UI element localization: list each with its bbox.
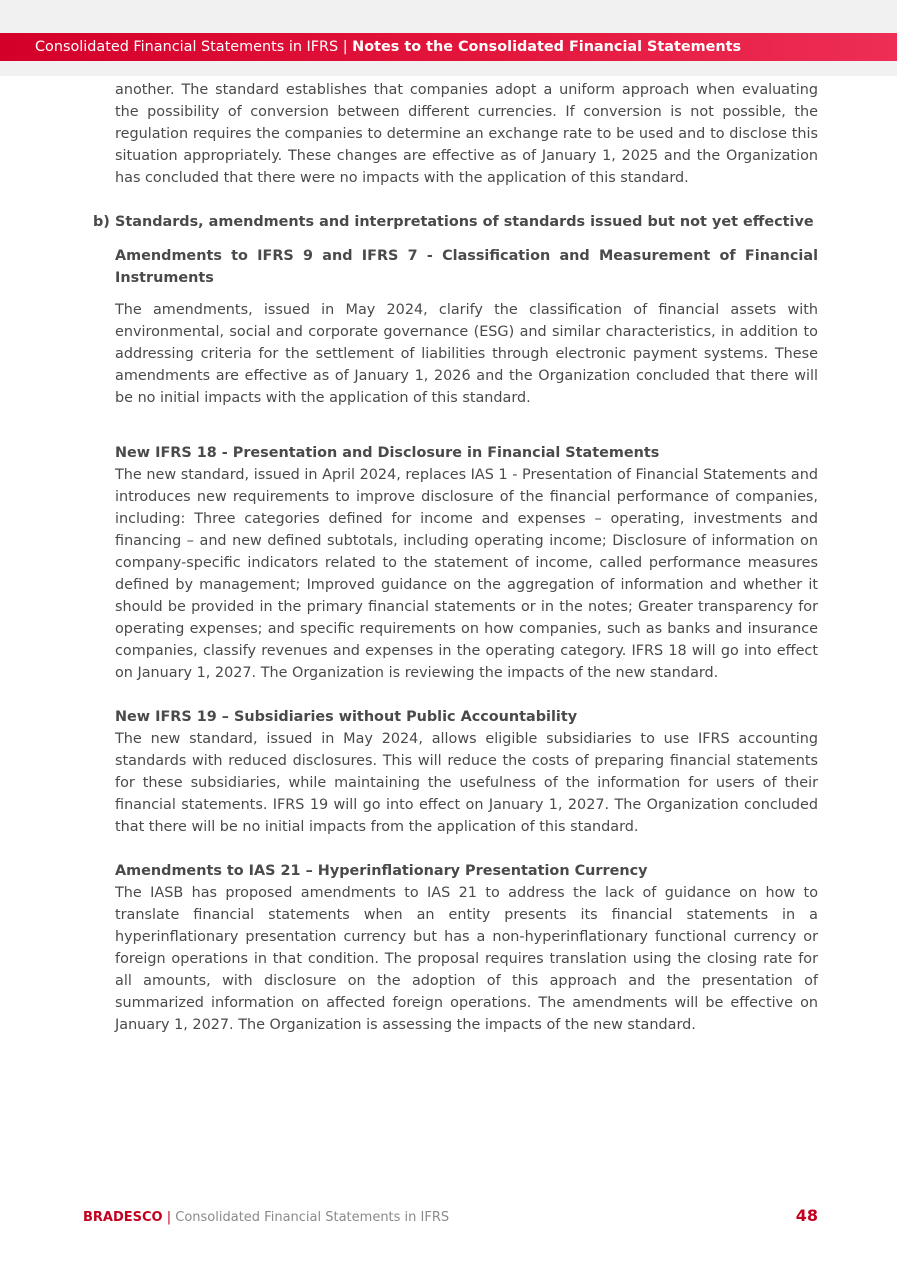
standard-body-ifrs19: The new standard, issued in May 2024, allows eligible subsidiaries to use IFRS accounting standards with reduced disclosures. This will reduce the costs of preparing financial statements for these subsidiaries, while maintaining the usefulness of the information for users of their financial statements. IFRS 19 will go into effect on January 1, 2027. The Organization concluded that there will be no initial impacts from the application of this standard.	[115, 731, 818, 835]
header-separator: |	[338, 39, 353, 55]
footer-brand-logo: BRADESCO	[83, 1210, 163, 1225]
standard-title-ifrs19: New IFRS 19 – Subsidiaries without Public Accountability	[115, 709, 578, 725]
header-section-title: Notes to the Consolidated Financial Statements	[352, 39, 742, 55]
header-doc-title: Consolidated Financial Statements in IFRS	[35, 39, 339, 55]
page-number: 48	[795, 1206, 818, 1225]
standard-body-ias21: The IASB has proposed amendments to IAS 21 to address the lack of guidance on how to translate financial statements when an entity presents its financial statements in a hyperinflationary presentation currency but has a non-hyperinflationary functional currency or foreign operations in that condition. The proposal requires translation using the closing rate for all amounts, with disclosure on the adoption of this approach and the presentation of summarized information on affected foreign operations. The amendments will be effective on January 1, 2027. The Organization is assessing the impacts of the new standard.	[115, 885, 818, 1033]
header-bar	[0, 33, 897, 61]
page-content	[93, 79, 818, 1036]
footer	[83, 1208, 449, 1228]
standard-body-ifrs18: The new standard, issued in April 2024, replaces IAS 1 - Presentation of Financial Statements and introduces new requirements to improve disclosure of the financial performance of companies, including: Three categories defined for income and expenses – operating, investments and financing – and new defined subtotals, including operating income; Disclosure of information on company-specific indicators related to the statement of income, called performance measures defined by management; Improved guidance on the aggregation of information and whether it should be provided in the primary financial statements or in the notes; Greater transparency for operating expenses; and specific requirements on how companies, such as banks and insurance companies, classify revenues and expenses in the operating category. IFRS 18 will go into effect on January 1, 2027. The Organization is reviewing the impacts of the new standard.	[115, 467, 818, 681]
section-b-marker: b)	[93, 214, 110, 230]
intro-paragraph: another. The standard establishes that companies adopt a uniform approach when evaluating the possibility of conversion between different currencies. If conversion is not possible, the regulation requires the companies to determine an exchange rate to be used and to disclose this situation appropriately. These changes are effective as of January 1, 2025 and the Organization has concluded that there were no impacts with the application of this standard.	[115, 82, 818, 186]
footer-separator: |	[162, 1210, 176, 1225]
standard-body-ifrs9-ifrs7: The amendments, issued in May 2024, clarify the classification of financial assets with environmental, social and corporate governance (ESG) and similar characteristics, in addition to addressing criteria for the settlement of liabilities through electronic payment systems. These amendments are effective as of January 1, 2026 and the Organization concluded that there will be no initial impacts with the application of this standard.	[115, 302, 818, 406]
section-b-title: Standards, amendments and interpretations of standards issued but not yet effective	[115, 214, 814, 230]
footer-doc-title: Consolidated Financial Statements in IFRS	[175, 1210, 450, 1225]
standard-title-ifrs9-ifrs7: Amendments to IFRS 9 and IFRS 7 - Classification and Measurement of Financial Instruments	[115, 248, 818, 286]
standard-title-ias21: Amendments to IAS 21 – Hyperinflationary Presentation Currency	[115, 863, 648, 879]
section-b-heading	[93, 211, 818, 233]
standard-title-ifrs18: New IFRS 18 - Presentation and Disclosure in Financial Statements	[115, 445, 660, 461]
